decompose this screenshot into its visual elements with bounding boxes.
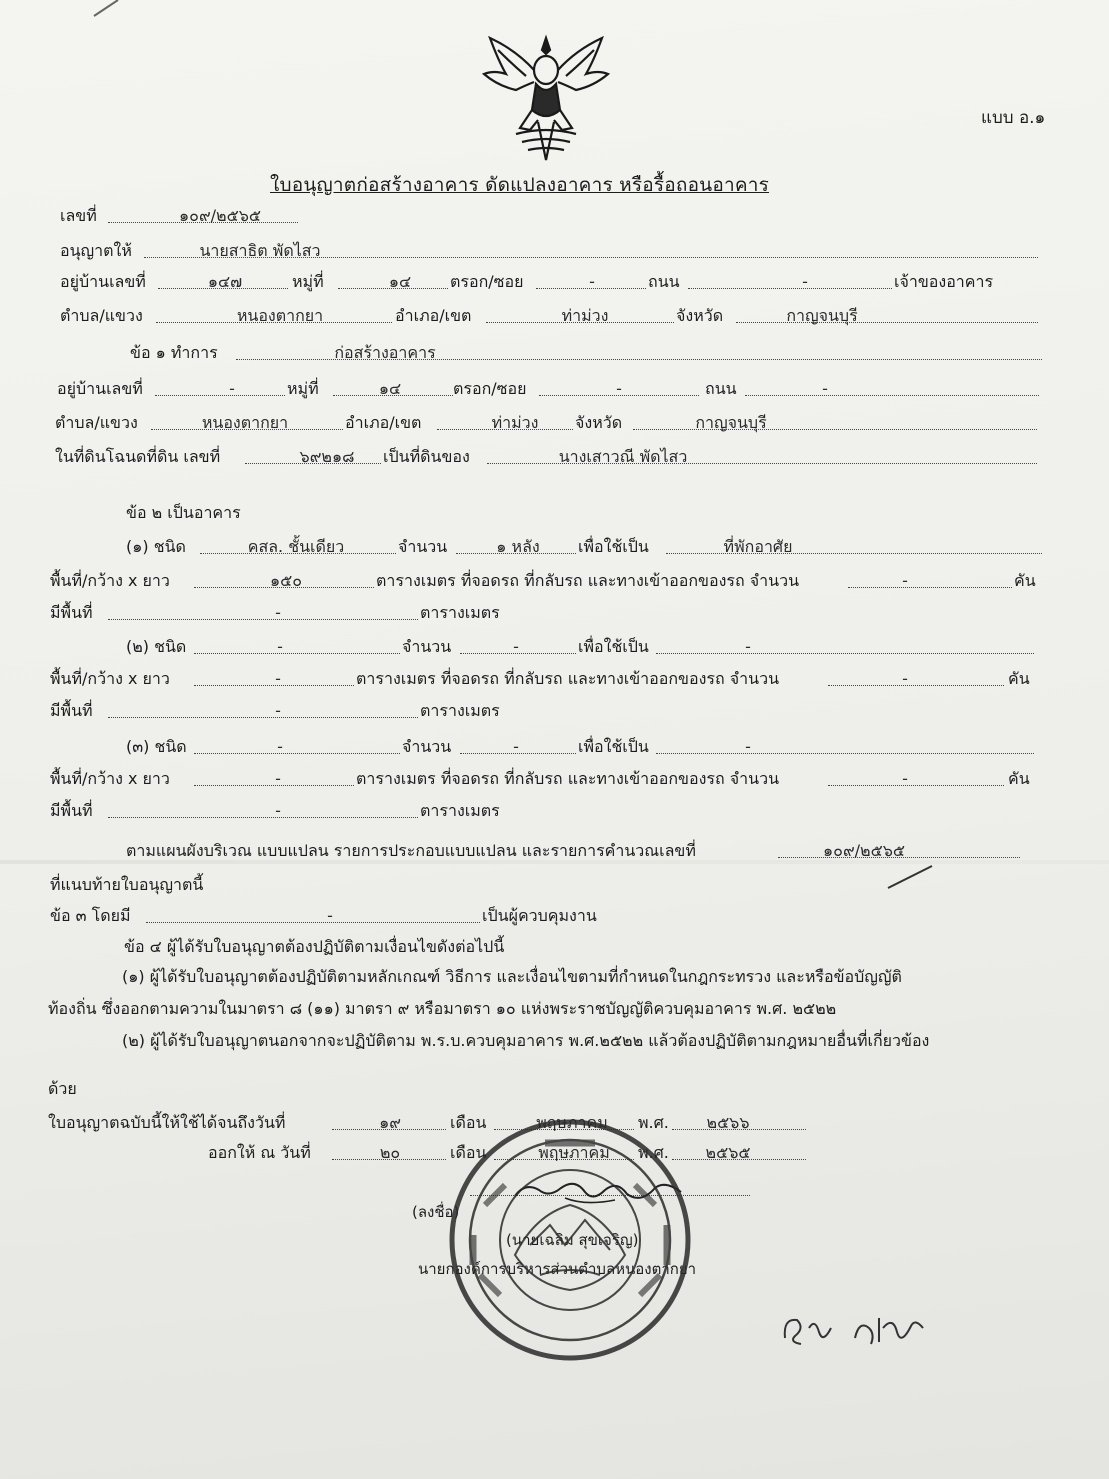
house-no-value: ๑๔๗	[207, 272, 243, 291]
sqm-label: ตารางเมตร	[420, 801, 500, 820]
moo-value: ๑๔	[388, 272, 412, 291]
land-owner-value: นางเสาวณี พัดไสว	[558, 447, 688, 466]
item2-heading	[126, 502, 426, 526]
dotted-line	[108, 717, 418, 718]
issue-month: พฤษภาคม	[538, 1143, 610, 1162]
item1-moo-label: หมู่ที่	[287, 379, 319, 398]
building-1-use: ที่พักอาศัย	[723, 537, 793, 556]
dotted-line	[108, 817, 418, 818]
count-label: จำนวน	[402, 737, 452, 756]
building-3-count: -	[513, 737, 519, 756]
building-1-parking-area: -	[275, 603, 281, 622]
moo-label: หมู่ที่	[292, 272, 324, 291]
amphoe-value: ท่าม่วง	[561, 306, 609, 325]
dotted-line	[656, 653, 1034, 654]
dotted-line	[194, 685, 354, 686]
sqm-label: ตารางเมตร	[420, 701, 500, 720]
dotted-line	[666, 553, 1042, 554]
signer-name: (นายเฉลิม สุขเจริญ)	[506, 1231, 639, 1249]
grantee-signature-icon	[775, 1298, 935, 1358]
building-3-type: -	[277, 737, 283, 756]
condition-2-text-1: (๒) ผู้ได้รับใบอนุญาตนอกจากจะปฏิบัติตาม พ.ร.บ.ควบคุมอาคาร พ.ศ.๒๕๒๒ แล้วต้องปฏิบัติตามกฎหมายอื่นที่เกี่ยวข้อง	[122, 1031, 930, 1050]
condition-1-line-1	[122, 966, 1032, 990]
validity-year: ๒๕๖๖	[706, 1113, 750, 1132]
permit-number-value: ๑๐๙/๒๕๖๕	[179, 206, 261, 225]
issue-year: ๒๕๖๕	[705, 1143, 751, 1162]
building-2-parking-area: -	[275, 701, 281, 720]
permit-number-line	[60, 205, 260, 229]
supervisor-suffix: เป็นผู้ควบคุมงาน	[482, 906, 597, 925]
road-value: -	[802, 272, 808, 291]
soi-value: -	[589, 272, 595, 291]
dotted-line	[194, 785, 354, 786]
land-owner-label: เป็นที่ดินของ	[383, 447, 470, 466]
dotted-line	[146, 922, 480, 923]
building-3-area: -	[275, 769, 281, 788]
dotted-line	[656, 753, 1034, 754]
tambon-label: ตำบล/แขวง	[60, 306, 143, 325]
owner-label: เจ้าของอาคาร	[894, 272, 994, 291]
amphoe-label: อำเภอ/เขต	[395, 306, 472, 325]
issue-day: ๒๐	[379, 1143, 401, 1162]
item1-soi-label: ตรอก/ซอย	[453, 379, 527, 398]
pen-stroke-icon	[886, 862, 936, 892]
dotted-line	[633, 429, 1037, 430]
item4-heading	[124, 936, 824, 960]
count-label: จำนวน	[402, 637, 452, 656]
grantee-value: นายสาธิต พัดไสว	[199, 241, 321, 260]
building-1-type: คสล. ชั้นเดียว	[247, 537, 345, 556]
building-2-count: -	[513, 637, 519, 656]
land-deed-label: ในที่ดินโฉนดที่ดิน เลขที่	[55, 447, 221, 466]
building-1-parking: -	[902, 571, 908, 590]
issue-month-label: เดือน	[450, 1143, 487, 1162]
grantee-line	[60, 240, 1040, 264]
item1-road-label: ถนน	[705, 379, 737, 398]
dotted-line	[688, 288, 892, 289]
validity-month: พฤษภาคม	[536, 1113, 608, 1132]
use-label: เพื่อใช้เป็น	[578, 637, 649, 656]
land-deed-number: ๖๙๒๑๘	[299, 447, 355, 466]
building-2-type: -	[277, 637, 283, 656]
dotted-line	[194, 753, 400, 754]
issue-year-label: พ.ศ.	[638, 1143, 669, 1162]
dotted-line	[848, 587, 1012, 588]
condition-1-text-1: (๑) ผู้ได้รับใบอนุญาตต้องปฏิบัติตามหลักเกณฑ์ วิธีการ และเงื่อนไขตามที่กำหนดในกฎกระทรวง และหรือข้อบัญญัติ	[122, 967, 902, 986]
car-label: คัน	[1008, 669, 1030, 688]
have-area-label: มีพื้นที่	[50, 801, 93, 820]
use-label: เพื่อใช้เป็น	[578, 737, 649, 756]
sign-label: (ลงชื่อ)	[412, 1203, 460, 1221]
plan-number: ๑๐๙/๒๕๖๕	[823, 841, 905, 860]
building-1-type-line	[126, 536, 1042, 560]
supervisor-value: -	[327, 906, 333, 925]
grantee-district-line	[60, 305, 1040, 329]
item1-province-value: กาญจนบุรี	[695, 413, 767, 432]
have-area-label: มีพื้นที่	[50, 603, 93, 622]
building-3-parking: -	[902, 769, 908, 788]
issue-label: ออกให้ ณ วันที่	[208, 1143, 311, 1162]
item1-house-no-value: -	[229, 379, 235, 398]
building-1-parking-area-line	[50, 602, 550, 626]
item2-label: ข้อ ๒ เป็นอาคาร	[126, 503, 241, 522]
item1-road-value: -	[822, 379, 828, 398]
item1-tambon-label: ตำบล/แขวง	[55, 413, 138, 432]
building-3-type-line	[126, 736, 1034, 760]
count-label: จำนวน	[398, 537, 448, 556]
province-label: จังหวัด	[676, 306, 724, 325]
have-area-label: มีพื้นที่	[50, 701, 93, 720]
area-label: พื้นที่/กว้าง x ยาว	[50, 669, 170, 688]
building-3-parking-area-line	[50, 800, 550, 824]
validity-day: ๑๙	[379, 1113, 401, 1132]
plan-attached-text: ที่แนบท้ายใบอนุญาตนี้	[50, 875, 204, 894]
item1-address-line	[57, 378, 1042, 402]
signer-position: นายกองค์การบริหารส่วนตำบลหนองตากยา	[418, 1260, 697, 1278]
grantee-label: อนุญาตให้	[60, 241, 132, 260]
item1-district-line	[55, 412, 1042, 436]
parking-label: ตารางเมตร ที่จอดรถ ที่กลับรถ และทางเข้าออกของรถ จำนวน	[356, 769, 779, 788]
garuda-emblem-icon	[476, 30, 616, 170]
condition-1-text-2: ท้องถิ่น ซึ่งออกตามความในมาตรา ๘ (๑๑) มาตรา ๙ หรือมาตรา ๑๐ แห่งพระราชบัญญัติควบคุมอาคาร พ.ศ. ๒๕๒๒	[48, 999, 837, 1018]
use-label: เพื่อใช้เป็น	[578, 537, 649, 556]
item1-tambon-value: หนองตากยา	[201, 413, 289, 432]
building-2-area-line	[50, 668, 1034, 692]
condition-2-line-2	[48, 1078, 148, 1102]
building-2-use: -	[745, 637, 751, 656]
item4-label: ข้อ ๔ ผู้ได้รับใบอนุญาตต้องปฏิบัติตามเงื่อนไขดังต่อไปนี้	[124, 937, 505, 956]
condition-2-text-2: ด้วย	[48, 1079, 77, 1098]
dotted-line	[828, 685, 1004, 686]
plan-attached-line	[50, 874, 350, 898]
building-2-parking: -	[902, 669, 908, 688]
dotted-line	[828, 785, 1004, 786]
grantee-address-line	[60, 271, 1040, 295]
sqm-label: ตารางเมตร	[420, 603, 500, 622]
building-1-count: ๑ หลัง	[496, 537, 540, 556]
item1-province-label: จังหวัด	[575, 413, 623, 432]
car-label: คัน	[1008, 769, 1030, 788]
item3-label: ข้อ ๓ โดยมี	[50, 906, 131, 925]
validity-label: ใบอนุญาตฉบับนี้ให้ใช้ได้จนถึงวันที่	[48, 1113, 286, 1132]
province-value: กาญจนบุรี	[786, 306, 858, 325]
plan-text: ตามแผนผังบริเวณ แบบแปลน รายการประกอบแบบแปลน และรายการคำนวณเลขที่	[126, 841, 696, 860]
building-1-area: ๑๕๐	[269, 571, 303, 590]
item1-amphoe-label: อำเภอ/เขต	[345, 413, 422, 432]
building-2-type-line	[126, 636, 1034, 660]
soi-label: ตรอก/ซอย	[450, 272, 524, 291]
item1-moo-value: ๑๔	[378, 379, 402, 398]
building-2-number: (๒) ชนิด	[126, 637, 187, 656]
building-2-parking-area-line	[50, 700, 550, 724]
permit-number-label: เลขที่	[60, 206, 97, 225]
item1-work-value: ก่อสร้างอาคาร	[334, 343, 436, 362]
validity-year-label: พ.ศ.	[638, 1113, 669, 1132]
parking-label: ตารางเมตร ที่จอดรถ ที่กลับรถ และทางเข้าออกของรถ จำนวน	[356, 669, 779, 688]
building-3-parking-area: -	[275, 801, 281, 820]
paper-fold	[0, 860, 1109, 864]
car-label: คัน	[1014, 571, 1036, 590]
dotted-line	[108, 619, 418, 620]
house-no-label: อยู่บ้านเลขที่	[60, 272, 146, 291]
item1-soi-value: -	[616, 379, 622, 398]
building-1-number: (๑) ชนิด	[126, 537, 186, 556]
condition-1-line-2	[48, 998, 1028, 1022]
item1-amphoe-value: ท่าม่วง	[491, 413, 539, 432]
dotted-line	[155, 395, 285, 396]
item1-work-line	[130, 342, 1040, 366]
validity-month-label: เดือน	[450, 1113, 487, 1132]
building-1-area-line	[50, 570, 1042, 594]
item1-land-line	[55, 446, 1042, 470]
item3-line	[50, 905, 650, 929]
parking-label: ตารางเมตร ที่จอดรถ ที่กลับรถ และทางเข้าออกของรถ จำนวน	[376, 571, 799, 590]
item1-label: ข้อ ๑ ทำการ	[130, 343, 218, 362]
tambon-value: หนองตากยา	[236, 306, 324, 325]
dotted-line	[736, 322, 1038, 323]
form-code: แบบ อ.๑	[981, 108, 1046, 128]
document-title: ใบอนุญาตก่อสร้างอาคาร ดัดแปลงอาคาร หรือรื้อถอนอาคาร	[270, 174, 770, 196]
dotted-line	[194, 653, 400, 654]
building-3-use: -	[745, 737, 751, 756]
condition-2-line-1	[122, 1030, 1042, 1054]
road-label: ถนน	[648, 272, 680, 291]
building-3-area-line	[50, 768, 1034, 792]
official-seal-icon	[445, 1115, 695, 1365]
area-label: พื้นที่/กว้าง x ยาว	[50, 571, 170, 590]
pen-stroke-icon	[92, 0, 122, 20]
area-label: พื้นที่/กว้าง x ยาว	[50, 769, 170, 788]
building-3-number: (๓) ชนิด	[126, 737, 187, 756]
building-2-area: -	[275, 669, 281, 688]
dotted-line	[745, 395, 1039, 396]
item1-house-no-label: อยู่บ้านเลขที่	[57, 379, 143, 398]
